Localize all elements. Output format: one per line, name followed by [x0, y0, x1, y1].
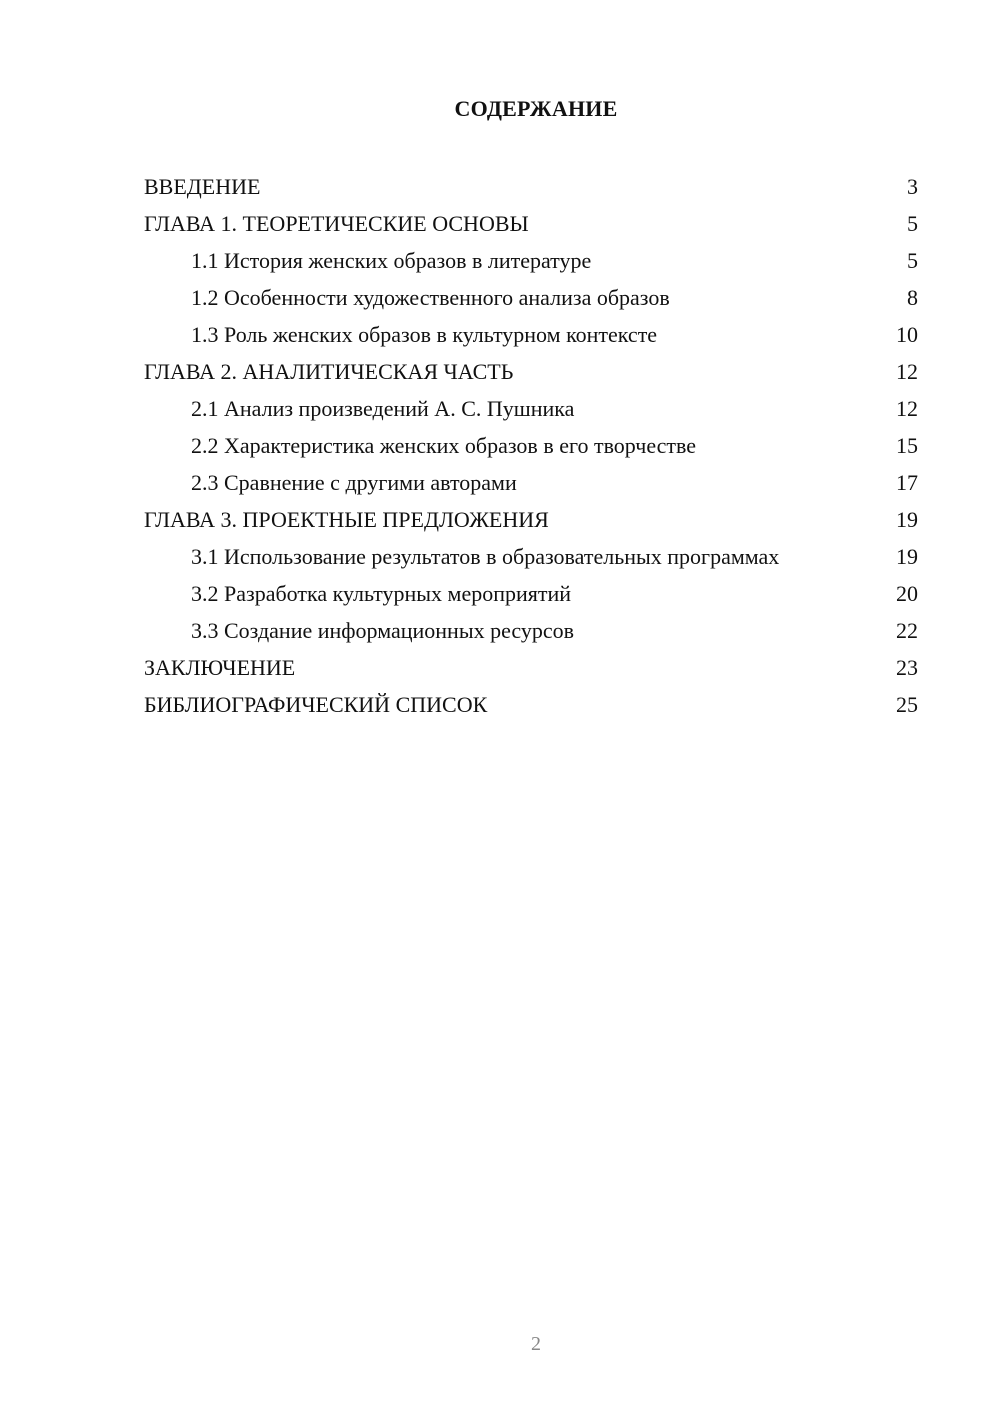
toc-entry-label: БИБЛИОГРАФИЧЕСКИЙ СПИСОК: [144, 692, 488, 717]
toc-entry-conclusion[interactable]: [144, 649, 918, 686]
page-number: 2: [531, 1333, 541, 1355]
toc-entry-label: ГЛАВА 1. ТЕОРЕТИЧЕСКИЕ ОСНОВЫ: [144, 211, 529, 236]
toc-entry-page: 20: [896, 581, 918, 606]
toc-entry-chapter-3[interactable]: [144, 501, 918, 538]
toc-entry-page: 22: [896, 618, 918, 643]
toc-entry-page: 15: [896, 433, 918, 458]
toc-entry-page: 5: [907, 248, 918, 273]
page-title: СОДЕРЖАНИЕ: [454, 96, 618, 121]
toc-entry-page: 10: [896, 322, 918, 347]
toc-entry-label: 2.1 Анализ произведений А. С. Пушника: [191, 396, 575, 421]
toc-entry-section-2-2[interactable]: [144, 427, 918, 464]
toc-entry-section-1-3[interactable]: [144, 316, 918, 353]
toc-entry-label: ГЛАВА 2. АНАЛИТИЧЕСКАЯ ЧАСТЬ: [144, 359, 514, 384]
toc-entry-page: 19: [896, 544, 918, 569]
toc-entry-page: 17: [896, 470, 918, 495]
toc-entry-label: 1.2 Особенности художественного анализа образов: [191, 285, 670, 310]
toc-entry-label: 2.3 Сравнение с другими авторами: [191, 470, 517, 495]
toc-entry-chapter-1[interactable]: [144, 205, 918, 242]
toc-entry-label: 1.3 Роль женских образов в культурном контексте: [191, 322, 658, 347]
toc-entry-page: 12: [896, 359, 918, 384]
toc-entry-section-1-2[interactable]: [144, 279, 918, 316]
toc-entry-page: 23: [896, 655, 918, 680]
toc-entry-label: 3.2 Разработка культурных мероприятий: [191, 581, 572, 606]
toc-entry-page: 8: [907, 285, 918, 310]
toc-entry-label: ЗАКЛЮЧЕНИЕ: [144, 655, 296, 680]
toc-entry-label: ГЛАВА 3. ПРОЕКТНЫЕ ПРЕДЛОЖЕНИЯ: [144, 507, 549, 532]
toc-entry-label: 3.1 Использование результатов в образовательных программах: [191, 544, 780, 569]
toc-entry-introduction[interactable]: [144, 168, 918, 205]
toc-entry-page: 19: [896, 507, 918, 532]
toc-entry-section-1-1[interactable]: [144, 242, 918, 279]
toc-entry-label: ВВЕДЕНИЕ: [144, 174, 261, 199]
toc-entry-label: 1.1 История женских образов в литературе: [191, 248, 592, 273]
toc-entry-section-3-1[interactable]: [144, 538, 918, 575]
toc-entry-chapter-2[interactable]: [144, 353, 918, 390]
toc-entry-label: 3.3 Создание информационных ресурсов: [191, 618, 575, 643]
toc-entry-bibliography[interactable]: [144, 686, 918, 723]
toc-entry-section-2-1[interactable]: [144, 390, 918, 427]
toc-entry-page: 25: [896, 692, 918, 717]
toc-entry-page: 3: [907, 174, 918, 199]
toc-entry-section-3-3[interactable]: [144, 612, 918, 649]
toc-entry-section-2-3[interactable]: [144, 464, 918, 501]
toc-entry-section-3-2[interactable]: [144, 575, 918, 612]
toc-entry-page: 5: [907, 211, 918, 236]
toc-entry-label: 2.2 Характеристика женских образов в его творчестве: [191, 433, 697, 458]
toc-entry-page: 12: [896, 396, 918, 421]
table-of-contents: [144, 168, 918, 723]
